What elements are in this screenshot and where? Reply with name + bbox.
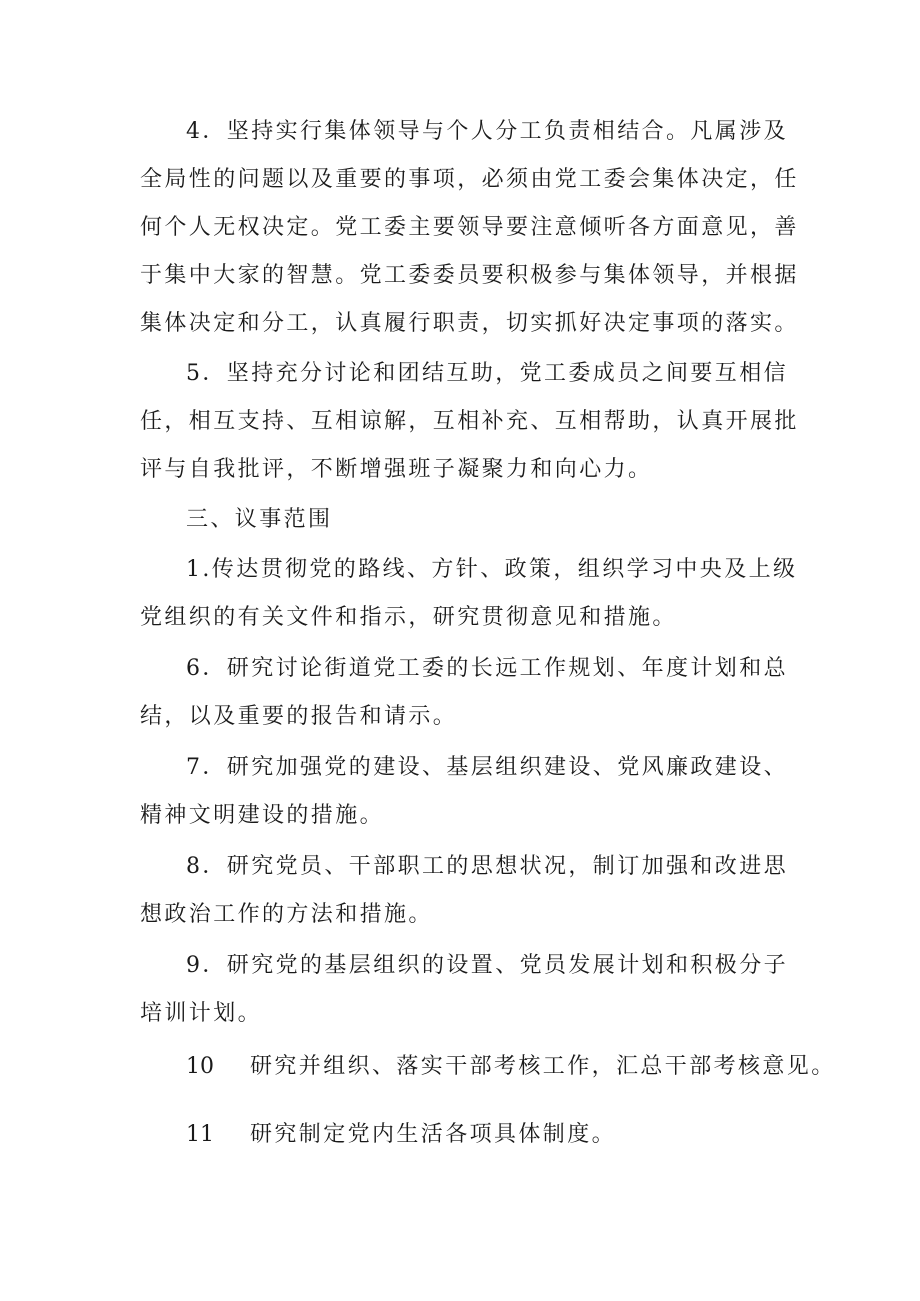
item-number: 10 — [186, 1054, 214, 1079]
list-item-8: 8．研究党员、干部职工的思想状况，制订加强和改进思想政治工作的方法和措施。 — [140, 854, 788, 927]
paragraph-item-4: 4．坚持实行集体领导与个人分工负责相结合。凡属涉及全局性的问题以及重要的事项，必须由党工委会集体决定，任何个人无权决定。党工委主要领导要注意倾听各方面意见，善于集中大家的智慧。党工委委员要积极参与集体领导，并根据集体决定和分工，认真履行职责，切实抓好决定事项的落实。 — [140, 119, 799, 336]
list-item-7: 7．研究加强党的建设、基层组织建设、党风廉政建设、精神文明建设的措施。 — [140, 755, 788, 828]
list-item-9: 9．研究党的基层组织的设置、党员发展计划和积极分子培训计划。 — [140, 953, 788, 1026]
paragraph-item-5: 5．坚持充分讨论和团结互助，党工委成员之间要互相信任，相互支持、互相谅解，互相补充、互相帮助，认真开展批评与自我批评，不断增强班子凝聚力和向心力。 — [140, 361, 799, 482]
item-number: 11 — [186, 1122, 214, 1147]
item-text: 研究并组织、落实干部考核工作，汇总干部考核意见。 — [250, 1054, 836, 1079]
list-item-6: 6．研究讨论街道党工委的长远工作规划、年度计划和总结，以及重要的报告和请示。 — [140, 656, 788, 729]
list-item-1: 1.传达贯彻党的路线、方针、政策，组织学习中央及上级党组织的有关文件和指示，研究贯彻意见和措施。 — [140, 557, 798, 630]
list-item-11 — [186, 1111, 616, 1159]
list-item-10 — [186, 1043, 836, 1091]
section-heading: 三、议事范围 — [186, 507, 333, 532]
item-text: 研究制定党内生活各项具体制度。 — [250, 1122, 617, 1147]
